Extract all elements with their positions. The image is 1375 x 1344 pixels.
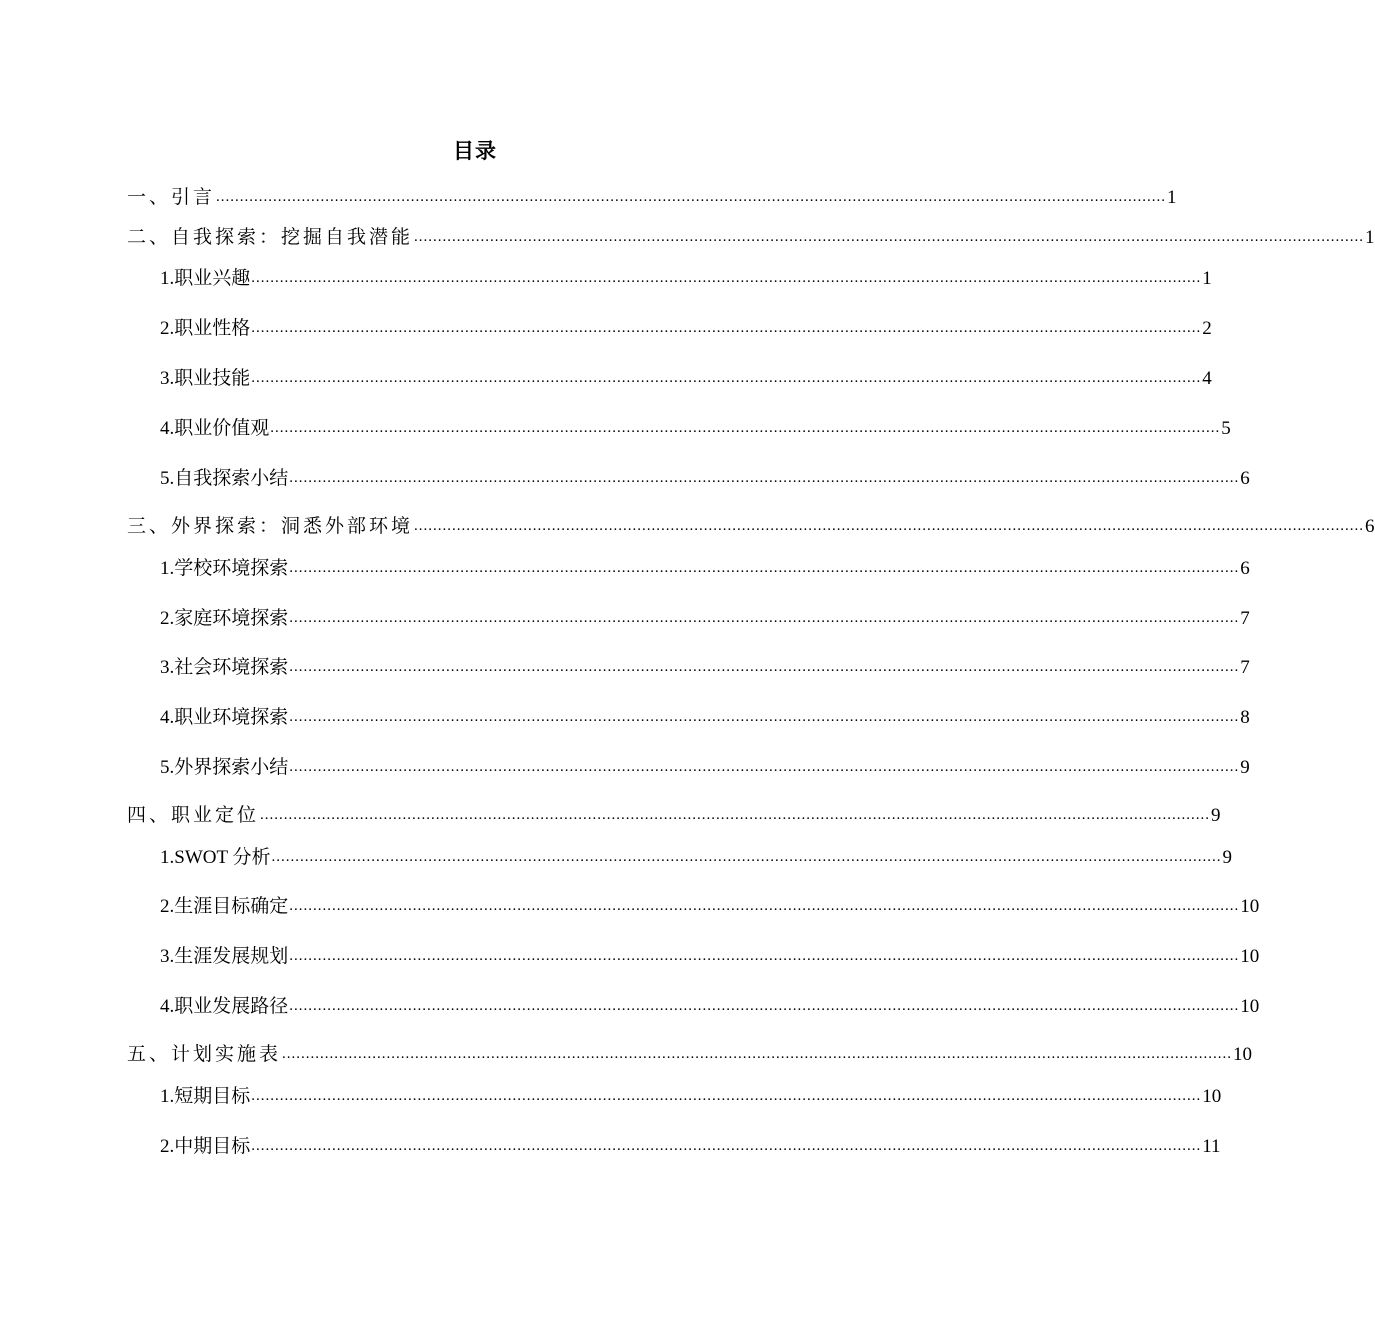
dot-leader: ........................................................................................................................................................................................................ bbox=[282, 1046, 1233, 1062]
toc-entry-page: 1 bbox=[1365, 227, 1375, 248]
toc-entry[interactable] bbox=[160, 1084, 1222, 1110]
toc-entry-label: 4.职业发展路径 bbox=[160, 996, 289, 1017]
toc-entry[interactable] bbox=[160, 316, 1212, 342]
toc-entry-page: 7 bbox=[1240, 608, 1250, 629]
toc-entry-label: 一、引言 bbox=[127, 187, 216, 208]
dot-leader: ........................................................................................................................................................................................................ bbox=[251, 370, 1202, 386]
dot-leader: ........................................................................................................................................................................................................ bbox=[271, 849, 1222, 865]
toc-entry[interactable] bbox=[160, 894, 1260, 920]
toc-entry-label: 三、外界探索：洞悉外部环境 bbox=[127, 516, 414, 537]
toc-entry[interactable] bbox=[127, 1042, 1253, 1068]
toc-entry[interactable] bbox=[160, 416, 1231, 442]
toc-entry-label: 1.学校环境探索 bbox=[160, 558, 289, 579]
toc-entry-page: 6 bbox=[1240, 468, 1250, 489]
toc-entry-label: 二、自我探索：挖掘自我潜能 bbox=[127, 227, 414, 248]
toc-entry[interactable] bbox=[160, 466, 1250, 492]
toc-entry-page: 4 bbox=[1202, 368, 1212, 389]
toc-entry-page: 5 bbox=[1221, 418, 1231, 439]
toc-entry[interactable] bbox=[160, 655, 1250, 681]
toc-entry-label: 3.职业技能 bbox=[160, 368, 251, 389]
dot-leader: ........................................................................................................................................................................................................ bbox=[289, 470, 1240, 486]
toc-entry-page: 6 bbox=[1240, 558, 1250, 579]
toc-entry-page: 9 bbox=[1222, 847, 1232, 868]
toc-entry-page: 10 bbox=[1240, 946, 1260, 967]
toc-entry-label: 四、职业定位 bbox=[127, 805, 260, 826]
toc-entry-page: 7 bbox=[1240, 657, 1250, 678]
toc-entry[interactable] bbox=[127, 514, 1375, 540]
toc-entry-label: 2.中期目标 bbox=[160, 1136, 251, 1157]
toc-entry[interactable] bbox=[127, 185, 1177, 211]
toc-entry-page: 10 bbox=[1240, 996, 1260, 1017]
toc-entry-label: 1.职业兴趣 bbox=[160, 268, 251, 289]
toc-entry-page: 9 bbox=[1240, 757, 1250, 778]
toc-entry[interactable] bbox=[160, 755, 1250, 781]
dot-leader: ........................................................................................................................................................................................................ bbox=[251, 270, 1202, 286]
toc-entry[interactable] bbox=[160, 366, 1212, 392]
toc-title: 目录 bbox=[453, 139, 497, 163]
dot-leader: ........................................................................................................................................................................................................ bbox=[414, 518, 1365, 534]
toc-entry-page: 1 bbox=[1167, 187, 1177, 208]
dot-leader: ........................................................................................................................................................................................................ bbox=[414, 229, 1365, 245]
dot-leader: ........................................................................................................................................................................................................ bbox=[289, 709, 1240, 725]
dot-leader: ........................................................................................................................................................................................................ bbox=[260, 807, 1211, 823]
dot-leader: ........................................................................................................................................................................................................ bbox=[270, 420, 1221, 436]
toc-entry[interactable] bbox=[160, 1134, 1221, 1160]
dot-leader: ........................................................................................................................................................................................................ bbox=[289, 998, 1240, 1014]
dot-leader: ........................................................................................................................................................................................................ bbox=[289, 659, 1240, 675]
toc-entry[interactable] bbox=[160, 705, 1250, 731]
toc-entry[interactable] bbox=[160, 556, 1250, 582]
dot-leader: ........................................................................................................................................................................................................ bbox=[289, 948, 1240, 964]
dot-leader: ........................................................................................................................................................................................................ bbox=[289, 898, 1240, 914]
toc-entry-page: 8 bbox=[1240, 707, 1250, 728]
toc-entry[interactable] bbox=[160, 606, 1250, 632]
toc-entry-label: 1.短期目标 bbox=[160, 1086, 251, 1107]
dot-leader: ........................................................................................................................................................................................................ bbox=[251, 1138, 1202, 1154]
toc-entry[interactable] bbox=[127, 225, 1375, 251]
dot-leader: ........................................................................................................................................................................................................ bbox=[289, 560, 1240, 576]
toc-entry-page: 1 bbox=[1202, 268, 1212, 289]
toc-entry[interactable] bbox=[160, 266, 1212, 292]
toc-entry-label: 5.自我探索小结 bbox=[160, 468, 289, 489]
toc-entry-label: 1.SWOT 分析 bbox=[160, 847, 271, 868]
toc-entry-page: 10 bbox=[1240, 896, 1260, 917]
dot-leader: ........................................................................................................................................................................................................ bbox=[289, 610, 1240, 626]
toc-entry-label: 3.生涯发展规划 bbox=[160, 946, 289, 967]
toc-entry-label: 5.外界探索小结 bbox=[160, 757, 289, 778]
toc-entry-page: 11 bbox=[1202, 1136, 1221, 1157]
toc-entry-label: 4.职业环境探索 bbox=[160, 707, 289, 728]
toc-entry[interactable] bbox=[160, 944, 1260, 970]
toc-entry-page: 9 bbox=[1211, 805, 1221, 826]
toc-entry-label: 4.职业价值观 bbox=[160, 418, 270, 439]
dot-leader: ........................................................................................................................................................................................................ bbox=[251, 1088, 1202, 1104]
toc-entry-label: 2.生涯目标确定 bbox=[160, 896, 289, 917]
toc-entry[interactable] bbox=[160, 845, 1232, 871]
toc-entry-page: 6 bbox=[1365, 516, 1375, 537]
toc-entry-page: 10 bbox=[1233, 1044, 1253, 1065]
dot-leader: ........................................................................................................................................................................................................ bbox=[251, 320, 1202, 336]
toc-entry-page: 2 bbox=[1202, 318, 1212, 339]
toc-entry-label: 2.职业性格 bbox=[160, 318, 251, 339]
toc-entry-page: 10 bbox=[1202, 1086, 1222, 1107]
toc-entry-label: 2.家庭环境探索 bbox=[160, 608, 289, 629]
dot-leader: ........................................................................................................................................................................................................ bbox=[216, 189, 1167, 205]
toc-entry-label: 3.社会环境探索 bbox=[160, 657, 289, 678]
toc-entry[interactable] bbox=[127, 803, 1221, 829]
toc-entry-label: 五、计划实施表 bbox=[127, 1044, 282, 1065]
dot-leader: ........................................................................................................................................................................................................ bbox=[289, 759, 1240, 775]
toc-entry[interactable] bbox=[160, 994, 1260, 1020]
